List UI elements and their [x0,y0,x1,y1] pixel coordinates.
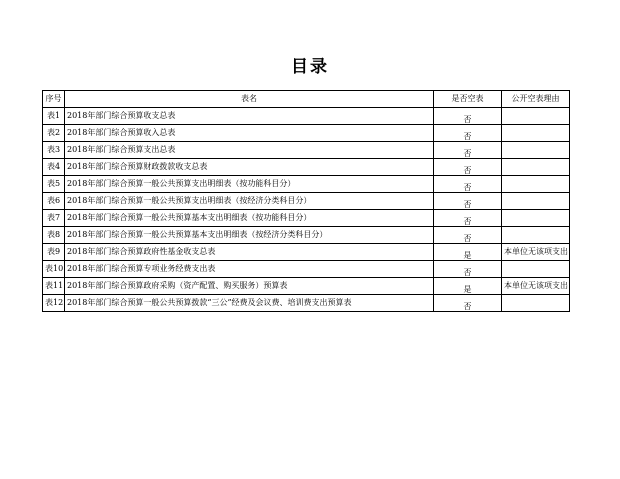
row-empty-reason [502,125,570,142]
row-number: 表2 [43,125,65,142]
row-table-name: 2018年部门综合预算一般公共预算基本支出明细表（按经济分类科目分） [65,227,434,244]
row-is-empty: 否 [434,193,502,210]
row-number: 表7 [43,210,65,227]
page-title: 目录 [291,57,329,77]
row-is-empty: 否 [434,295,502,312]
row-empty-reason [502,142,570,159]
table-row [43,125,570,142]
row-number: 表10 [43,261,65,278]
row-table-name: 2018年部门综合预算一般公共预算支出明细表（按经济分类科目分） [65,193,434,210]
table-row [43,278,570,295]
table-row [43,108,570,125]
row-empty-reason [502,193,570,210]
table-row [43,244,570,261]
row-table-name: 2018年部门综合预算专项业务经费支出表 [65,261,434,278]
row-number: 表11 [43,278,65,295]
row-is-empty: 否 [434,261,502,278]
table-row [43,261,570,278]
row-table-name: 2018年部门综合预算收支总表 [65,108,434,125]
row-is-empty: 否 [434,159,502,176]
row-is-empty: 否 [434,227,502,244]
row-number: 表6 [43,193,65,210]
row-empty-reason [502,176,570,193]
row-empty-reason: 本单位无该项支出 [502,244,570,261]
row-table-name: 2018年部门综合预算一般公共预算支出明细表（按功能科目分） [65,176,434,193]
row-empty-reason: 本单位无该项支出 [502,278,570,295]
row-empty-reason [502,227,570,244]
table-row [43,159,570,176]
table-row [43,193,570,210]
table-row [43,142,570,159]
row-table-name: 2018年部门综合预算政府采购（资产配置、购买服务）预算表 [65,278,434,295]
contents-table [42,90,570,312]
row-number: 表3 [43,142,65,159]
header-is-empty: 是否空表 [434,91,502,108]
table-row [43,295,570,312]
row-empty-reason [502,261,570,278]
header-empty-reason: 公开空表理由 [502,91,570,108]
row-table-name: 2018年部门综合预算政府性基金收支总表 [65,244,434,261]
row-is-empty: 否 [434,108,502,125]
table-row [43,176,570,193]
row-empty-reason [502,159,570,176]
row-number: 表4 [43,159,65,176]
row-number: 表12 [43,295,65,312]
row-empty-reason [502,108,570,125]
row-is-empty: 否 [434,210,502,227]
row-table-name: 2018年部门综合预算收入总表 [65,125,434,142]
row-number: 表1 [43,108,65,125]
row-empty-reason [502,295,570,312]
row-is-empty: 是 [434,278,502,295]
row-empty-reason [502,210,570,227]
row-is-empty: 是 [434,244,502,261]
row-number: 表9 [43,244,65,261]
row-table-name: 2018年部门综合预算支出总表 [65,142,434,159]
row-is-empty: 否 [434,142,502,159]
row-table-name: 2018年部门综合预算一般公共预算基本支出明细表（按功能科目分） [65,210,434,227]
header-serial-number: 序号 [43,91,65,108]
table-row [43,210,570,227]
row-is-empty: 否 [434,176,502,193]
header-table-name: 表名 [65,91,434,108]
table-header-row [43,91,570,108]
row-number: 表8 [43,227,65,244]
row-table-name: 2018年部门综合预算财政拨款收支总表 [65,159,434,176]
row-number: 表5 [43,176,65,193]
row-is-empty: 否 [434,125,502,142]
table-row [43,227,570,244]
row-table-name: 2018年部门综合预算一般公共预算拨款“三公”经费及会议费、培训费支出预算表 [65,295,434,312]
